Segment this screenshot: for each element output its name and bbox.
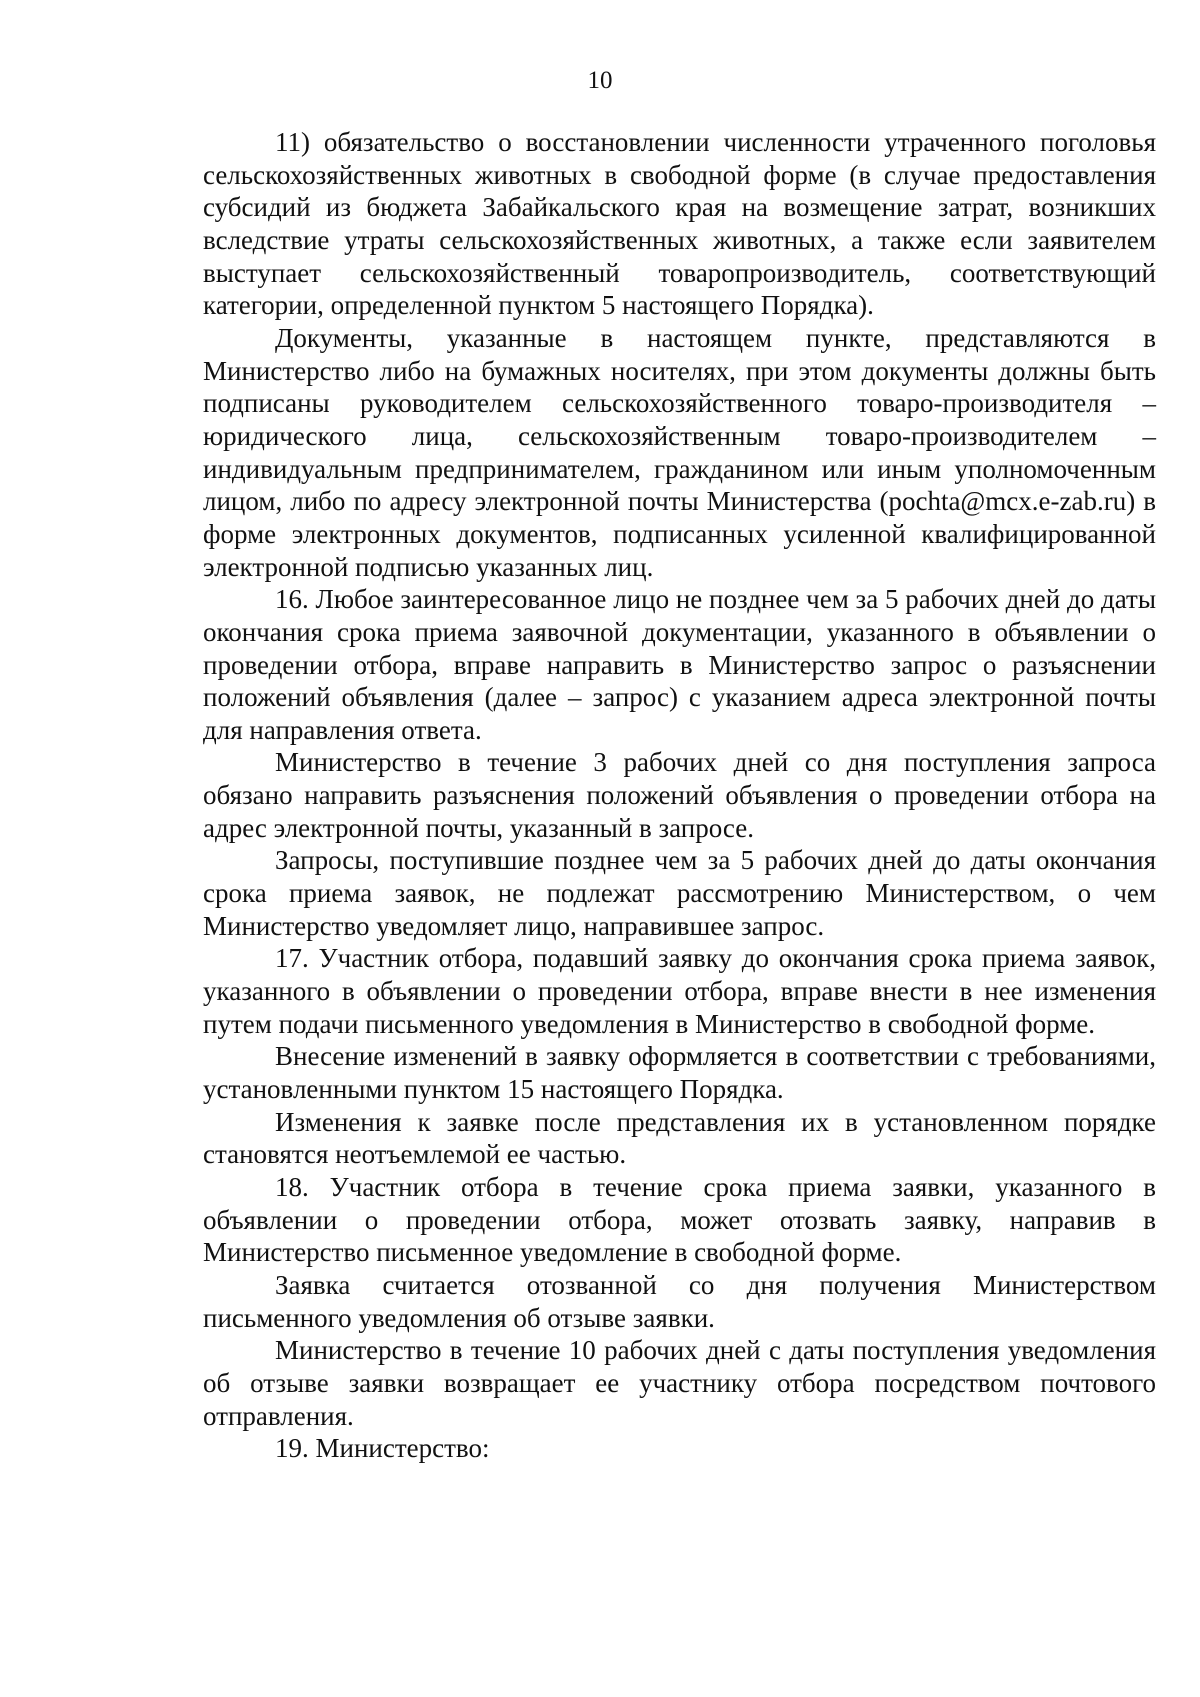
paragraph-clause-17: 17. Участник отбора, подавший заявку до окончания срока приема заявок, указанного в объявлении о проведении отбора, вправе внести в нее изменения путем подачи письменного уведомления в Министерство в свободной форме. — [203, 943, 1156, 1039]
paragraph-late-requests: Запросы, поступившие позднее чем за 5 рабочих дней до даты окончания срока приема заявок, не подлежат рассмотрению Министерством, о чем Министерство уведомляет лицо, направившее запрос. — [203, 845, 1156, 941]
page-number-text: 10 — [587, 67, 613, 94]
paragraph-withdrawal-return: Министерство в течение 10 рабочих дней с даты поступления уведомления об отзыве заявки возвращает ее участнику отбора посредством почтового отправления. — [203, 1335, 1156, 1431]
paragraph-clause-16: 16. Любое заинтересованное лицо не позднее чем за 5 рабочих дней до даты окончания срока приема заявочной документации, указанного в объявлении о проведении отбора, вправе направить в Министерство запрос о разъяснении положений объявления (далее – запрос) с указанием адреса электронной почты для направления ответа. — [203, 584, 1156, 745]
paragraph-ministry-clarification: Министерство в течение 3 рабочих дней со дня поступления запроса обязано направить разъяснения положений объявления о проведении отбора на адрес электронной почты, указанный в запросе. — [203, 747, 1156, 843]
paragraph-clause-19: 19. Министерство: — [275, 1433, 490, 1464]
paragraph-documents-submission: Документы, указанные в настоящем пункте, представляются в Министерство либо на бумажных носителях, при этом документы должны быть подписаны руководителем сельскохозяйственного товаро-производителя – юридического лица, сельскохозяйственным товаро-производителем – индивидуальным предпринимателем, гражданином или иным уполномоченным лицом, либо по адресу электронной почты Министерства (pochta@mcx.e-zab.ru) в форме электронных документов, подписанных усиленной квалифицированной электронной подписью указанных лиц. — [203, 322, 1156, 582]
paragraph-clause-18: 18. Участник отбора в течение срока приема заявки, указанного в объявлении о проведении отбора, может отозвать заявку, направив в Министерство письменное уведомление в свободной форме. — [203, 1172, 1156, 1268]
document-body — [203, 126, 1156, 1465]
paragraph-item-11: 11) обязательство о восстановлении численности утраченного поголовья сельскохозяйственных животных в свободной форме (в случае предоставления субсидий из бюджета Забайкальского края на возмещение затрат, возникших вследствие утраты сельскохозяйственных животных, а также если заявителем выступает сельскохозяйственный товаропроизводитель, соответствующий категории, определенной пунктом 5 настоящего Порядка). — [203, 127, 1156, 321]
page-number — [0, 66, 1200, 96]
paragraph-changes-format: Внесение изменений в заявку оформляется в соответствии с требованиями, установленными пунктом 15 настоящего Порядка. — [203, 1041, 1156, 1105]
paragraph-withdrawal-effective: Заявка считается отозванной со дня получения Министерством письменного уведомления об отзыве заявки. — [203, 1269, 1156, 1333]
paragraph-changes-integral: Изменения к заявке после представления их в установленном порядке становятся неотъемлемой ее частью. — [203, 1106, 1156, 1170]
